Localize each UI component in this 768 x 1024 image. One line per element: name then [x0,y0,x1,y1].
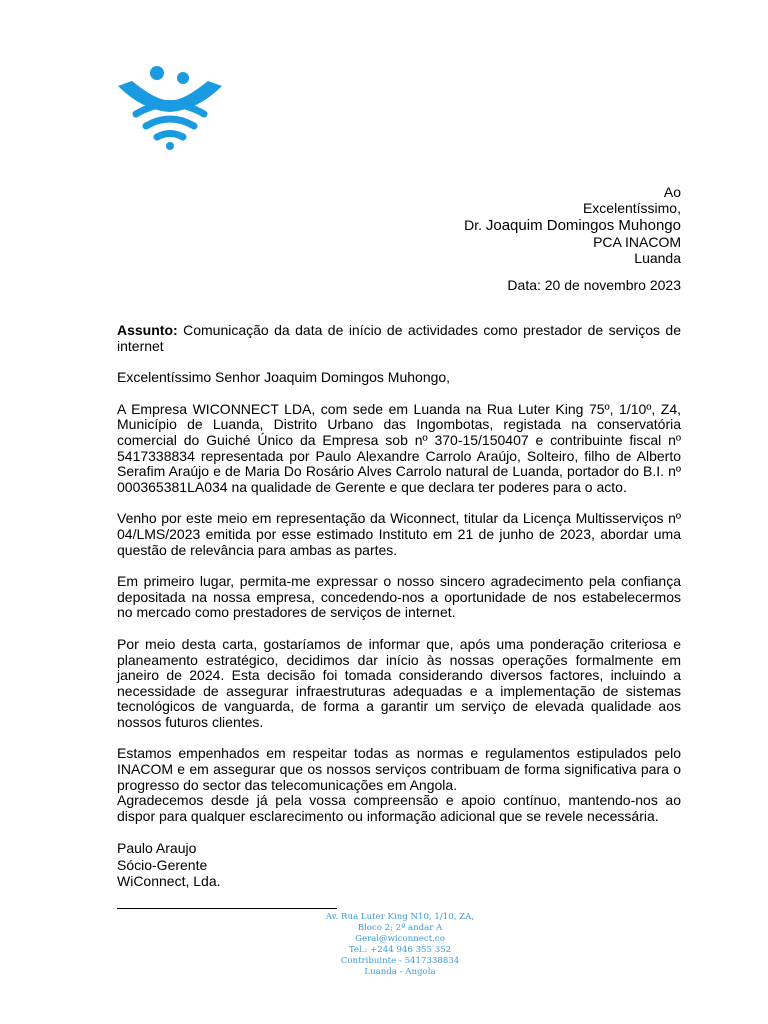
footer-phone: Tel.: +244 946 355 352 [348,945,452,955]
signature-company: WiConnect, Lda. [117,873,221,890]
subject-label: Assunto: [117,322,178,338]
recipient-greeting: Ao [663,184,681,200]
footer-location: Luanda - Angola [364,967,436,977]
footer-address-line1: Av. Rua Luter King N10, 1/10, ZA, [325,912,475,922]
paragraph-gratitude: Em primeiro lugar, permita-me expressar o nosso sincero agradecimento pela confiança depositada na nossa empresa, concedendo-nos a oportunidade de nos estabelecermos no mercado como prestadores de serviços de internet. [117,573,681,621]
subject-line [117,323,681,354]
recipient-name: Joaquim Domingos Muhongo [485,216,681,234]
salutation: Excelentíssimo Senhor Joaquim Domingos Muhongo, [117,369,451,386]
signature-role: Sócio-Gerente [117,856,208,873]
footer-contact-block [260,912,540,978]
recipient-city: Luanda [634,250,681,267]
footer-tax-id: Contribuinte - 5417338834 [340,956,460,966]
recipient-position: PCA INACOM [593,233,681,250]
signature-block [117,840,681,889]
recipient-honorific: Excelentíssimo, [582,200,681,217]
recipient-title: Dr. [464,216,482,233]
paragraph-license: Venho por este meio em representação da Wiconnect, titular da Licença Multisserviços nº 04/LMS/2023 emitida por esse estimado Instituto em 21 de junho de 2023, abordar uma questão de relevância para ambas as partes. [117,510,681,558]
footer-email: Geral@wiconnect.co [355,934,445,944]
recipient-name-line [464,217,681,234]
subject-text: Comunicação da data de início de actividades como prestador de serviços de internet [117,322,681,354]
footer-divider [117,908,337,909]
letter-body [117,323,681,889]
paragraph-closing: Agradecemos desde já pela vossa compreensão e apoio contínuo, mantendo-nos ao dispor para qualquer esclarecimento ou informação adicional que se revele necessária. [117,792,681,824]
paragraph-start-date: Por meio desta carta, gostaríamos de informar que, após uma ponderação criteriosa e planeamento estratégico, decidimos dar início às nossas operações formalmente em janeiro de 2024. Esta decisão foi tomada considerando diversos factores, incluindo a necessidade de assegurar infraestruturas adequadas e a implementação de sistemas tecnológicos de vanguarda, de forma a garantir um serviço de elevada qualidade aos nossos futuros clientes. [117,635,681,730]
footer-address-line2: Bloco 2; 2º andar A [357,923,443,933]
signature-name: Paulo Araujo [117,840,197,857]
recipient-block [464,184,681,266]
wiconnect-logo-icon [118,64,222,150]
paragraph-company-identification: A Empresa WICONNECT LDA, com sede em Luanda na Rua Luter King 75º, 1/10º, Z4, Município de Luanda, Distrito Urbano das Ingombotas, registada na conservatória comercial do Guiché Único da Empresa sob nº 370-15/150407 e contribuinte fiscal nº 5417338834 representada por Paulo Alexandre Carrolo Araújo, Solteiro, filho de Alberto Serafim Araújo e de Maria Do Rosário Alves Carrolo natural de Luanda, portador do B.I. nº 000365381LA034 na qualidade de Gerente e que declara ter poderes para o acto. [117,400,681,495]
paragraph-commitment: Estamos empenhados em respeitar todas as normas e regulamentos estipulados pelo INACOM e em assegurar que os nossos serviços contribuam de forma significativa para o progresso do sector das telecomunicações em Angola. [117,745,681,793]
letter-date: Data: 20 de novembro 2023 [507,277,681,293]
